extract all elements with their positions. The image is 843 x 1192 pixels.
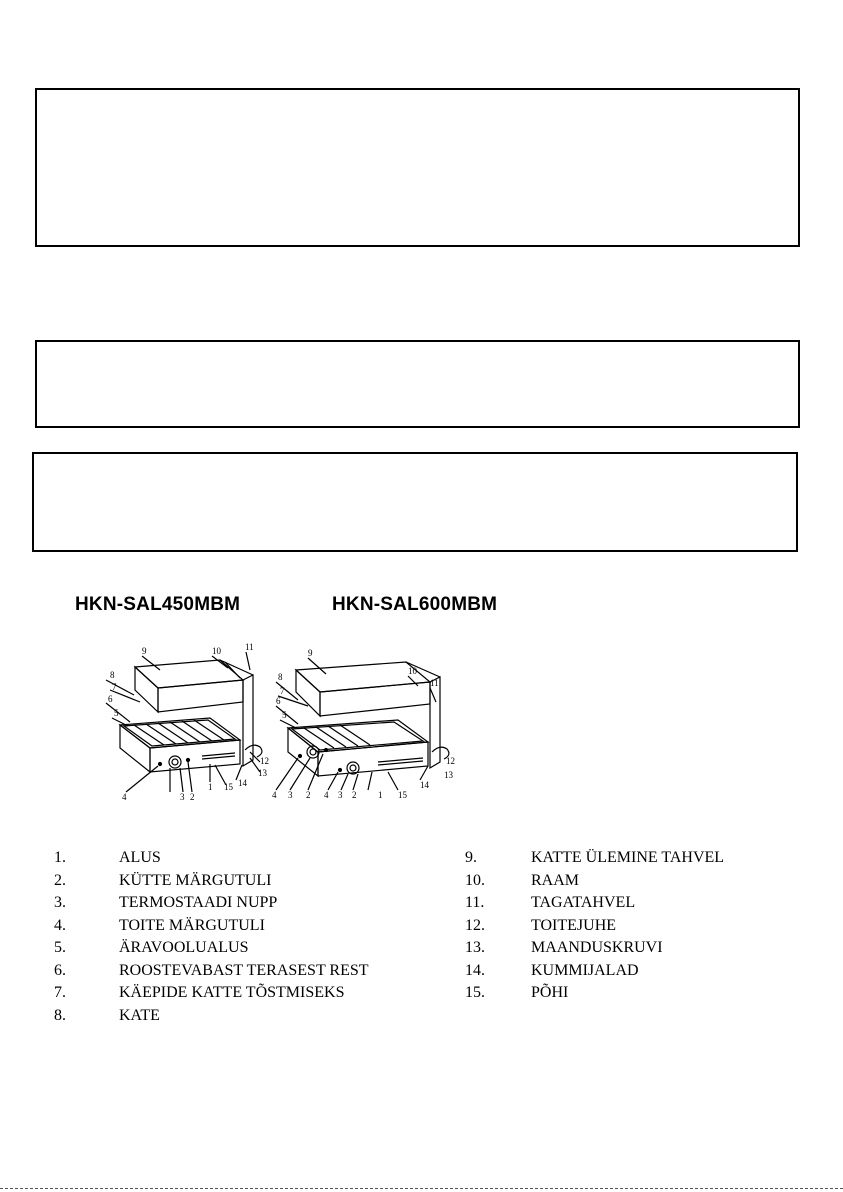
part-name: KÜTTE MÄRGUTULI — [119, 871, 272, 889]
callout-12: 12 — [260, 756, 269, 766]
parts-list-right — [465, 847, 825, 1005]
product-diagram-right — [268, 640, 468, 830]
callout-1-b: 1 — [378, 790, 383, 800]
list-item — [54, 937, 454, 960]
part-number: 9. — [465, 849, 477, 866]
callout-12-b: 12 — [446, 756, 455, 766]
part-number: 11. — [465, 894, 485, 911]
callout-7-b: 7 — [280, 686, 285, 696]
part-number: 5. — [54, 939, 66, 956]
part-name: TERMOSTAADI NUPP — [119, 894, 278, 911]
callout-6-b: 6 — [276, 696, 281, 706]
callout-4-c: 4 — [272, 790, 277, 800]
callout-2-c: 2 — [306, 790, 311, 800]
callout-5-b: 5 — [282, 710, 287, 720]
list-item — [465, 960, 825, 983]
part-name: MAANDUSKRUVI — [531, 939, 663, 956]
list-item — [465, 937, 825, 960]
list-item — [465, 847, 825, 870]
part-number: 3. — [54, 894, 66, 911]
page-bottom-rule — [0, 1188, 843, 1189]
part-number: 4. — [54, 916, 66, 934]
part-number: 7. — [54, 984, 66, 1001]
callout-9: 9 — [142, 646, 147, 656]
list-item — [465, 870, 825, 893]
part-name: ÄRAVOOLUALUS — [119, 939, 249, 956]
callout-2-b: 2 — [352, 790, 357, 800]
part-name: ALUS — [119, 849, 161, 866]
callout-15-b: 15 — [398, 790, 407, 800]
callout-13-b: 13 — [444, 770, 453, 780]
callout-13: 13 — [258, 768, 267, 778]
callout-2: 2 — [190, 792, 195, 802]
callout-8: 8 — [110, 670, 115, 680]
list-item — [54, 960, 454, 983]
part-number: 15. — [465, 984, 485, 1001]
callout-3-c: 3 — [288, 790, 293, 800]
part-number: 13. — [465, 939, 485, 956]
part-name: KUMMIJALAD — [531, 961, 639, 979]
list-item — [54, 870, 454, 893]
list-item — [465, 982, 825, 1005]
notice-box-3 — [32, 452, 798, 552]
part-number: 14. — [465, 961, 485, 979]
part-number: 1. — [54, 849, 66, 866]
parts-list-left — [54, 847, 454, 1027]
callout-15: 15 — [224, 782, 233, 792]
callout-10-b: 10 — [408, 666, 417, 676]
list-item — [465, 915, 825, 938]
part-number: 8. — [54, 1006, 66, 1024]
callout-10: 10 — [212, 646, 221, 656]
notice-box-2 — [35, 340, 800, 428]
part-number: 2. — [54, 871, 66, 889]
part-name: TOITEJUHE — [531, 916, 617, 934]
part-name: PÕHI — [531, 984, 569, 1001]
callout-14-b: 14 — [420, 780, 429, 790]
callout-4-b: 4 — [324, 790, 329, 800]
callout-3-b: 3 — [338, 790, 343, 800]
part-number: 10. — [465, 871, 485, 889]
part-name: TOITE MÄRGUTULI — [119, 916, 265, 934]
part-number: 6. — [54, 961, 66, 979]
notice-box-1 — [35, 88, 800, 247]
callout-3: 3 — [180, 792, 185, 802]
model-heading-right: HKN-SAL600MBM — [332, 594, 498, 615]
model-heading-left: HKN-SAL450MBM — [75, 594, 241, 615]
callout-11: 11 — [245, 642, 254, 652]
callout-9-b: 9 — [308, 648, 313, 658]
product-diagram-left — [100, 640, 280, 830]
callout-1: 1 — [208, 782, 213, 792]
part-name: ROOSTEVABAST TERASEST REST — [119, 961, 369, 979]
part-name: KATTE ÜLEMINE TAHVEL — [531, 849, 725, 866]
callout-4: 4 — [122, 792, 127, 802]
part-name: KATE — [119, 1006, 160, 1024]
callout-7: 7 — [112, 682, 117, 692]
part-name: TAGATAHVEL — [531, 894, 636, 911]
callout-11-b: 11 — [430, 678, 439, 688]
list-item — [54, 892, 454, 915]
list-item — [465, 892, 825, 915]
list-item — [54, 915, 454, 938]
list-item — [54, 982, 454, 1005]
part-name: RAAM — [531, 871, 580, 889]
part-name: KÄEPIDE KATTE TÕSTMISEKS — [119, 984, 345, 1001]
callout-6: 6 — [108, 694, 113, 704]
list-item — [54, 847, 454, 870]
list-item — [54, 1005, 454, 1028]
part-number: 12. — [465, 916, 485, 934]
callout-5: 5 — [114, 708, 119, 718]
callout-14: 14 — [238, 778, 247, 788]
callout-8-b: 8 — [278, 672, 283, 682]
